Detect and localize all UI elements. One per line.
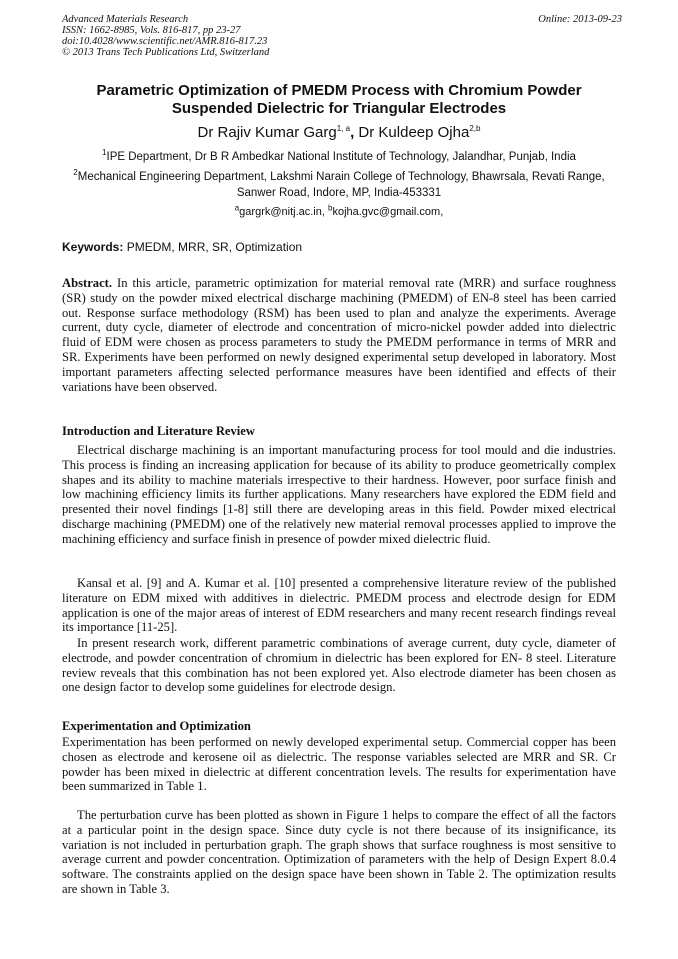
journal-name: Advanced Materials Research <box>62 14 189 25</box>
journal-header <box>62 14 622 58</box>
experimentation-paragraph-1: Experimentation has been performed on newly developed experimental setup. Commercial copper has been chosen as electrode and kerosene oil as dielectric. The response variables selected are MRR and SR. Cr powder has been mixed in dielectric at different concentration levels. The results for experimentation have been summarized in Table 1. <box>62 735 616 794</box>
affiliation-2-superscript: 2 <box>73 168 78 178</box>
affiliation-2 <box>62 169 616 201</box>
affiliation-1-text: IPE Department, Dr B R Ambedkar National Institute of Technology, Jalandhar, Punjab, India <box>106 151 576 163</box>
title-line-1: Parametric Optimization of PMEDM Process with Chromium Powder <box>96 82 582 99</box>
affiliation-1 <box>62 149 616 165</box>
abstract-text: In this article, parametric optimization for material removal rate (MRR) and surface roughness (SR) study on the powder mixed electrical discharge machining (PMEDM) of EN-8 steel has been carried out. Response surface methodology (RSM) has been used to plan and analyze the experiments. Average current, duty cycle, diameter of electrode and concentration of micro-nickel powder added into dielectric fluid of EDM were chosen as process parameters to study the PMEDM performance in terms of MRR and SR. Experiments have been performed on newly designed experimental setup developed in laboratory. Most important parameters affecting selected performance measures have been identified and effects of their variations have been observed. <box>62 276 616 394</box>
online-date: Online: 2013-09-23 <box>538 14 622 25</box>
title-line-2: Suspended Dielectric for Triangular Electrodes <box>171 100 507 117</box>
author-1: Dr Rajiv Kumar Garg <box>197 124 337 141</box>
author-2-superscript: 2,b <box>469 124 481 133</box>
keywords <box>62 240 616 255</box>
author-2: Dr Kuldeep Ojha <box>358 124 470 141</box>
affiliation-2-text: Mechanical Engineering Department, Lakshmi Narain College of Technology, Bhawrsala, Revati Range, Sanwer Road, Indore, MP, India-453331 <box>77 171 605 199</box>
email-b: kojha.gvc@gmail.com, <box>332 206 444 218</box>
doi-line: doi:10.4028/www.scientific.net/AMR.816-817.23 <box>62 36 268 47</box>
keywords-text: PMEDM, MRR, SR, Optimization <box>126 240 303 254</box>
experimentation-paragraph-2: The perturbation curve has been plotted as shown in Figure 1 helps to compare the effect of all the factors at a particular point in the design space. Since duty cycle is not there because of its insignificance, its variation is not included in perturbation graph. The graph shows that surface roughness is most sensitive to average current and powder concentration. Optimization of parameters with the help of Design Expert 8.0.4 software. The constraints applied on the design space have been shown in Table 2. The optimization results are shown in Table 3. <box>62 808 616 896</box>
section-heading-experimentation: Experimentation and Optimization <box>62 719 251 733</box>
paper-title <box>62 82 616 118</box>
email-a-superscript: a <box>234 203 240 213</box>
issn-line: ISSN: 1662-8985, Vols. 816-817, pp 23-27 <box>62 25 241 36</box>
abstract-label: Abstract. <box>62 276 113 290</box>
author-list <box>62 124 616 142</box>
email-line <box>62 205 616 220</box>
author-separator: , <box>350 124 359 141</box>
author-1-superscript: 1, a <box>336 124 351 133</box>
section-heading-introduction: Introduction and Literature Review <box>62 424 255 438</box>
intro-paragraph-2: Kansal et al. [9] and A. Kumar et al. [10] presented a comprehensive literature review of the published literature on EDM mixed with additives in dielectric. PMEDM process and electrode design for EDM application is one of the major areas of interest of EDM researchers and many recent research findings reveal its importance [11-25]. <box>62 576 616 635</box>
abstract <box>62 276 616 394</box>
keywords-label: Keywords: <box>62 240 124 254</box>
email-a: gargrk@nitj.ac.in, <box>239 206 325 218</box>
copyright-line: © 2013 Trans Tech Publications Ltd, Switzerland <box>62 47 270 58</box>
email-b-superscript: b <box>328 203 333 213</box>
intro-paragraph-1: Electrical discharge machining is an important manufacturing process for tool mould and die industries. This process is finding an increasing application for because of its ability to produce geometrically complex shapes and its ability to machine materials irrespective to their hardness. However, poor surface finish and low machining efficiency limits its further applications. Many researchers have explored the EDM field and presented their novel findings [1-8] still there are developing areas in this field. Powder mixed electrical discharge machining (PMEDM) one of the relatively new material removal processes applied to improve the machining efficiency and surface finish in presence of powder mixed dielectric fluid. <box>62 443 616 546</box>
affiliation-1-superscript: 1 <box>102 148 107 158</box>
intro-paragraph-3: In present research work, different parametric combinations of average current, duty cycle, diameter of electrode, and powder concentration of chromium in dielectric has been explored for EN- 8 steel. Literature review reveals that this combination has not been explored yet. Also electrode diameter has been chosen as one design factor to develop some guidelines for electrode design. <box>62 636 616 695</box>
